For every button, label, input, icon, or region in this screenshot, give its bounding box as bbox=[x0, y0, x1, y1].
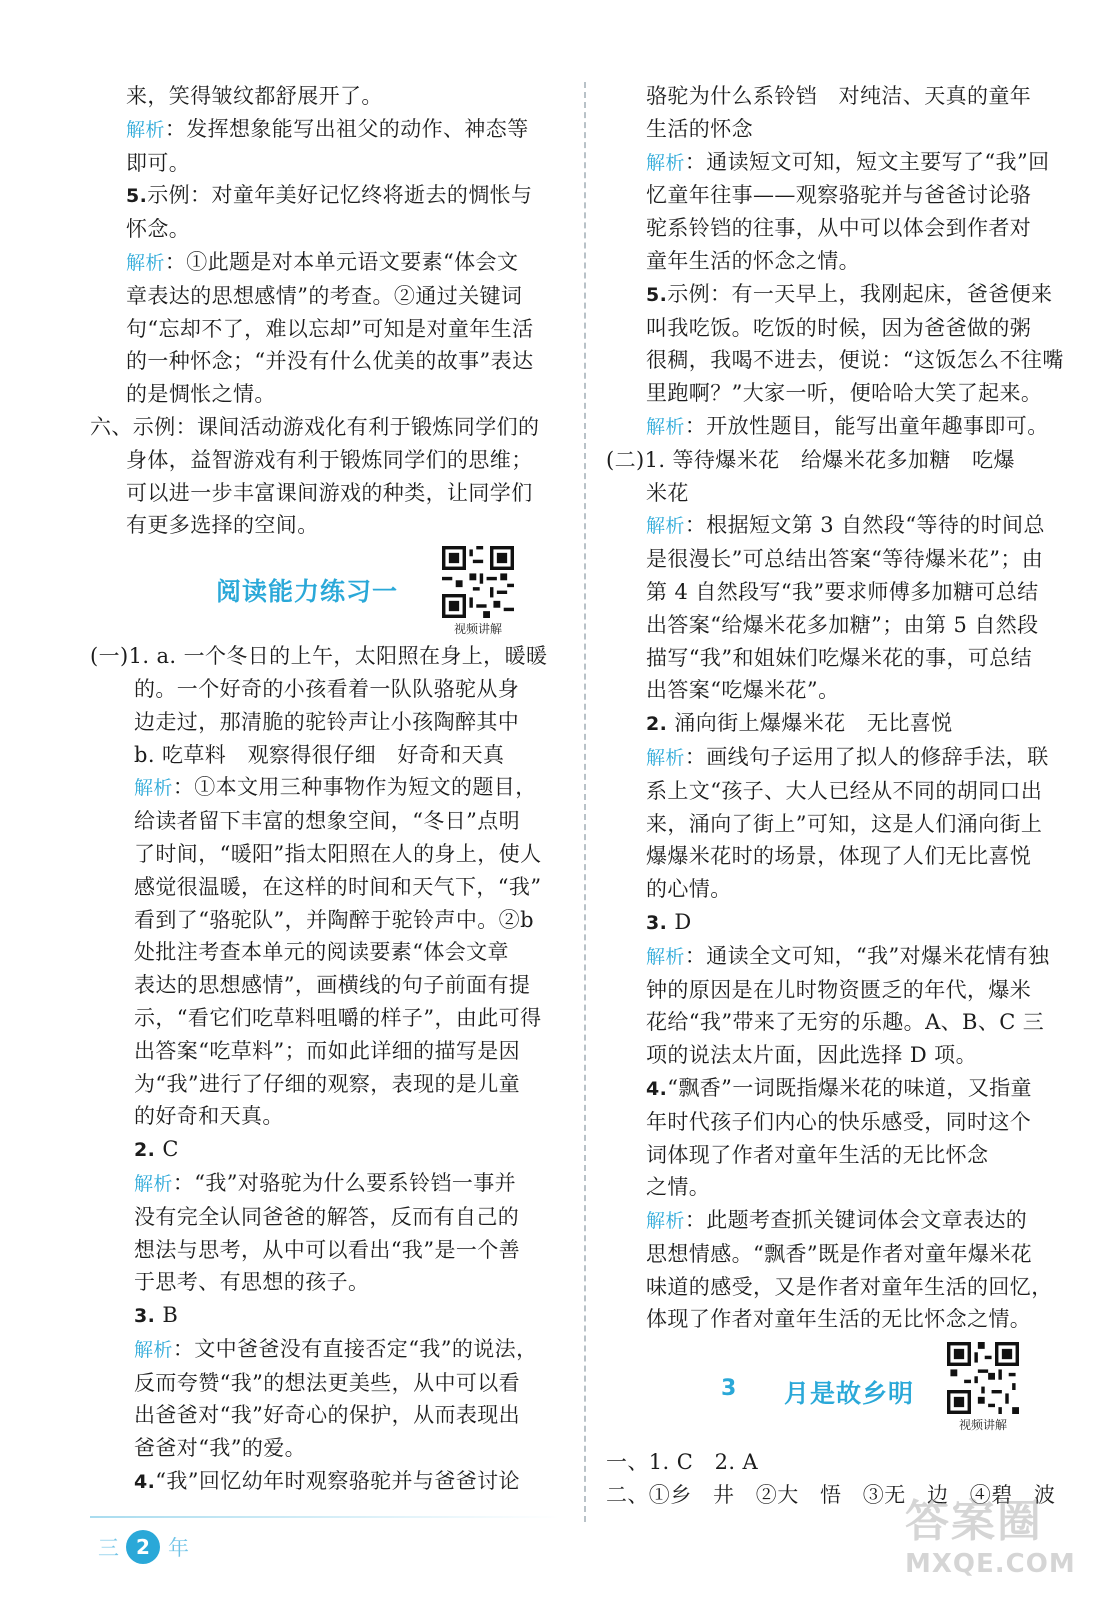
line-text: 示例：有一天早上，我刚起床，爸爸便来 bbox=[667, 281, 1053, 306]
text-line bbox=[606, 509, 1059, 543]
line-text: 忆童年往事——观察骆驼并与爸爸讨论骆 bbox=[646, 183, 1032, 208]
qr-caption: 视频讲解 bbox=[453, 622, 502, 637]
line-text: 项的说法太片面，因此选择 D 项。 bbox=[646, 1043, 977, 1068]
line-text: 生活的怀念 bbox=[646, 116, 753, 141]
text-line bbox=[606, 1238, 1059, 1271]
line-text: “飘香”一词既指爆米花的味道，又指童 bbox=[667, 1075, 1032, 1100]
analysis-tag: 解析 bbox=[646, 746, 685, 769]
analysis-tag: 解析 bbox=[646, 415, 685, 438]
text-line bbox=[90, 1333, 562, 1367]
line-text: 二、①乡 井 ②大 悟 ③无 边 ④碧 波 bbox=[606, 1483, 1056, 1508]
line-text: 怀念。 bbox=[126, 217, 191, 242]
text-line bbox=[90, 411, 562, 444]
line-text: 叫我吃饭。吃饭的时候，因为爸爸做的粥 bbox=[646, 315, 1032, 340]
line-text: 花给“我”带来了无穷的乐趣。A、B、C 三 bbox=[646, 1010, 1045, 1035]
question-number: 2. bbox=[646, 713, 668, 736]
text-line bbox=[606, 906, 1059, 940]
qr-code-block[interactable] bbox=[944, 1342, 1022, 1433]
line-text: 出答案“吃爆米花”。 bbox=[646, 678, 840, 703]
text-line bbox=[90, 838, 562, 871]
line-text: 体现了作者对童年生活的无比怀念之情。 bbox=[646, 1307, 1032, 1332]
line-text: 的心情。 bbox=[646, 877, 732, 902]
analysis-tag: 解析 bbox=[134, 1338, 173, 1361]
line-text: ：通读全文可知，“我”对爆米花情有独 bbox=[684, 943, 1050, 968]
question-number: 4. bbox=[646, 1077, 668, 1100]
text-line bbox=[606, 278, 1059, 312]
line-text: 童年生活的怀念之情。 bbox=[646, 248, 860, 273]
text-line bbox=[606, 477, 1059, 510]
text-line bbox=[90, 1201, 562, 1234]
footer-right-mark: 年 bbox=[168, 1536, 189, 1560]
text-line bbox=[606, 808, 1059, 841]
qr-code-block[interactable] bbox=[439, 546, 517, 637]
line-text: 反而夸赞“我”的想法更美些，从中可以看 bbox=[134, 1370, 521, 1395]
analysis-tag: 解析 bbox=[134, 1172, 173, 1195]
text-line bbox=[90, 936, 562, 969]
line-text: 出答案“吃草料”；而如此详细的描写是因 bbox=[134, 1038, 521, 1063]
analysis-tag: 解析 bbox=[646, 945, 685, 968]
text-line bbox=[606, 576, 1059, 609]
text-line bbox=[606, 179, 1059, 212]
line-text: 为“我”进行了仔细的观察，表现的是儿童 bbox=[134, 1071, 521, 1096]
text-line bbox=[606, 1446, 1059, 1479]
text-line bbox=[606, 377, 1059, 410]
watermark-url: MXQE.COM bbox=[905, 1549, 1076, 1579]
question-number: 3. bbox=[646, 911, 668, 934]
line-text: B bbox=[155, 1303, 179, 1328]
line-text: ：此题考查抓关键词体会文章表达的 bbox=[684, 1208, 1028, 1233]
text-line bbox=[90, 378, 562, 411]
line-text: (二)1. 等待爆米花 给爆米花多加糖 吃爆 bbox=[606, 447, 1015, 472]
line-text: ：①此题是对本单元语文要素“体会文 bbox=[164, 249, 519, 274]
text-line bbox=[606, 80, 1059, 113]
text-line bbox=[90, 80, 562, 113]
text-line bbox=[90, 345, 562, 378]
line-text: 感觉很温暖，在这样的时间和天气下，“我” bbox=[134, 874, 542, 899]
line-text: 章表达的思想感情”的考查。②通过关键词 bbox=[126, 283, 523, 308]
text-line bbox=[606, 1303, 1059, 1336]
text-line bbox=[606, 312, 1059, 345]
text-line bbox=[606, 1039, 1059, 1072]
right-answers-top bbox=[606, 80, 1064, 1336]
text-line bbox=[606, 974, 1059, 1007]
question-number: 4. bbox=[134, 1471, 156, 1494]
line-text: (一)1. a. 一个冬日的上午，太阳照在身上，暖暖 bbox=[90, 644, 548, 669]
text-line bbox=[90, 640, 562, 673]
line-text: 描写“我”和姐妹们吃爆米花的事，可总结 bbox=[646, 645, 1033, 670]
line-text: 有更多选择的空间。 bbox=[126, 513, 319, 538]
column-divider bbox=[584, 82, 586, 1522]
right-column bbox=[606, 80, 1064, 1512]
line-text: 示例：对童年美好记忆终将逝去的惆怅与 bbox=[147, 183, 533, 208]
line-text: 看到了“骆驼队”，并陶醉于驼铃声中。②b bbox=[134, 907, 534, 932]
line-text: 米花 bbox=[646, 480, 689, 505]
line-text: 味道的感受，又是作者对童年生活的回忆， bbox=[646, 1274, 1053, 1299]
line-text: ：“我”对骆驼为什么要系铃铛一事并 bbox=[172, 1170, 517, 1195]
text-line bbox=[606, 113, 1059, 146]
text-line bbox=[90, 871, 562, 904]
text-line bbox=[606, 212, 1059, 245]
line-text: 出爸爸对“我”好奇心的保护，从而表现出 bbox=[134, 1403, 521, 1428]
line-text: 年时代孩子们内心的快乐感受，同时这个 bbox=[646, 1109, 1032, 1134]
line-text: ：文中爸爸没有直接否定“我”的说法， bbox=[172, 1336, 538, 1361]
text-line bbox=[606, 940, 1059, 974]
line-text: C bbox=[155, 1137, 179, 1162]
text-line bbox=[606, 741, 1059, 775]
text-line bbox=[90, 113, 562, 147]
line-text: 身体，益智游戏有利于锻炼同学们的思维； bbox=[126, 447, 533, 472]
qr-code-icon[interactable] bbox=[947, 1342, 1019, 1414]
text-line bbox=[606, 642, 1059, 675]
line-text: 给读者留下丰富的想象空间，“冬日”点明 bbox=[134, 809, 521, 834]
text-line bbox=[606, 1171, 1059, 1204]
lesson-title: 月是故乡明 bbox=[784, 1379, 915, 1409]
text-line bbox=[606, 840, 1059, 873]
left-column bbox=[90, 80, 562, 1499]
text-line bbox=[606, 873, 1059, 906]
line-text: 表达的思想感情”，画横线的句子前面有提 bbox=[134, 973, 531, 998]
line-text: ：①本文用三种事物作为短文的题目， bbox=[172, 775, 537, 800]
section-title: 阅读能力练习一 bbox=[216, 577, 399, 607]
text-line bbox=[606, 344, 1064, 377]
text-line bbox=[606, 1106, 1059, 1139]
text-line bbox=[606, 444, 1059, 477]
analysis-tag: 解析 bbox=[646, 151, 685, 174]
text-line bbox=[606, 1139, 1059, 1172]
text-line bbox=[90, 246, 562, 280]
text-line bbox=[90, 1367, 562, 1400]
text-line bbox=[90, 1234, 562, 1267]
line-text: 来，涌向了街上”可知，这是人们涌向街上 bbox=[646, 811, 1043, 836]
left-answers-bottom bbox=[90, 640, 562, 1499]
line-text: 的一种怀念；“并没有什么优美的故事”表达 bbox=[126, 349, 534, 374]
analysis-tag: 解析 bbox=[126, 118, 165, 141]
text-line bbox=[90, 444, 562, 477]
footer-left-mark: 三 bbox=[98, 1536, 119, 1560]
text-line bbox=[606, 674, 1059, 707]
text-line bbox=[606, 1006, 1059, 1039]
text-line bbox=[90, 1399, 562, 1432]
text-line bbox=[90, 280, 562, 313]
line-text: 是很漫长”可总结出答案“等待爆米花”；由 bbox=[646, 547, 1044, 572]
text-line bbox=[90, 147, 562, 180]
text-line bbox=[90, 904, 562, 937]
text-line bbox=[90, 1100, 562, 1133]
question-number: 5. bbox=[646, 283, 668, 306]
text-line bbox=[90, 771, 562, 805]
lesson-number: 3 bbox=[721, 1376, 737, 1402]
footer-rule bbox=[90, 1516, 560, 1518]
text-line bbox=[606, 1271, 1059, 1304]
text-line bbox=[90, 179, 562, 213]
left-answers-top bbox=[90, 80, 562, 542]
analysis-tag: 解析 bbox=[646, 1210, 685, 1233]
text-line bbox=[90, 969, 562, 1002]
line-text: 句“忘却不了，难以忘却”可知是对童年生活 bbox=[126, 316, 534, 341]
text-line bbox=[606, 146, 1059, 180]
line-text: ：画线句子运用了拟人的修辞手法，联 bbox=[684, 744, 1049, 769]
text-line bbox=[606, 609, 1059, 642]
line-text: b. 吃草料 观察得很仔细 好奇和天真 bbox=[134, 742, 505, 767]
line-text: 了时间，“暖阳”指太阳照在人的身上，使人 bbox=[134, 841, 542, 866]
line-text: 很稠，我喝不进去，便说：“这饭怎么不往嘴 bbox=[646, 348, 1064, 373]
line-text: ：根据短文第 3 自然段“等待的时间总 bbox=[684, 513, 1045, 538]
text-line bbox=[90, 477, 562, 510]
line-text: 可以进一步丰富课间游戏的种类，让同学们 bbox=[126, 480, 533, 505]
line-text: 里跑啊？”大家一听，便哈哈大笑了起来。 bbox=[646, 381, 1043, 406]
question-number: 5. bbox=[126, 185, 148, 208]
text-line bbox=[606, 707, 1059, 741]
line-text: 想法与思考，从中可以看出“我”是一个善 bbox=[134, 1237, 521, 1262]
line-text: 没有完全认同爸爸的解答，反而有自己的 bbox=[134, 1204, 520, 1229]
line-text: D bbox=[667, 909, 692, 934]
line-text: 的。一个好奇的小孩看着一队队骆驼从身 bbox=[134, 676, 520, 701]
text-line bbox=[90, 1266, 562, 1299]
lesson-header bbox=[606, 1342, 1059, 1446]
line-text: 之情。 bbox=[646, 1175, 711, 1200]
text-line bbox=[606, 775, 1059, 808]
watermark bbox=[905, 1485, 1076, 1585]
line-text: “我”回忆幼年时观察骆驼并与爸爸讨论 bbox=[155, 1469, 520, 1494]
text-line bbox=[606, 245, 1059, 278]
line-text: 爆爆米花时的场景，体现了人们无比喜悦 bbox=[646, 844, 1032, 869]
analysis-tag: 解析 bbox=[646, 515, 685, 538]
line-text: 词体现了作者对童年生活的无比怀念 bbox=[646, 1142, 989, 1167]
text-line bbox=[90, 1465, 562, 1499]
text-line bbox=[90, 1432, 562, 1465]
text-line bbox=[606, 410, 1059, 444]
text-line bbox=[90, 509, 562, 542]
line-text: 爸爸对“我”的爱。 bbox=[134, 1436, 307, 1461]
text-line bbox=[90, 1133, 562, 1167]
analysis-tag: 解析 bbox=[134, 777, 173, 800]
text-line bbox=[90, 673, 562, 706]
line-text: 驼系铃铛的往事，从中可以体会到作者对 bbox=[646, 216, 1032, 241]
line-text: 系上文“孩子、大人已经从不同的胡同口出 bbox=[646, 778, 1043, 803]
line-text: 的好奇和天真。 bbox=[134, 1104, 284, 1129]
line-text: 于思考、有思想的孩子。 bbox=[134, 1270, 370, 1295]
line-text: 涌向街上爆爆米花 无比喜悦 bbox=[667, 711, 953, 736]
text-line bbox=[90, 1167, 562, 1201]
text-line bbox=[606, 1072, 1059, 1106]
line-text: 六、示例：课间活动游戏化有利于锻炼同学们的 bbox=[90, 414, 540, 439]
text-line bbox=[90, 1068, 562, 1101]
line-text: 思想情感。“飘香”既是作者对童年爆米花 bbox=[646, 1241, 1033, 1266]
reading-practice-header bbox=[90, 546, 562, 640]
line-text: 一、1. C 2. A bbox=[606, 1450, 759, 1475]
analysis-tag: 解析 bbox=[126, 251, 165, 274]
line-text: ：发挥想象能写出祖父的动作、神态等 bbox=[164, 116, 529, 141]
text-line bbox=[606, 1204, 1059, 1238]
question-number: 3. bbox=[134, 1305, 156, 1328]
text-line bbox=[90, 739, 562, 772]
line-text: 的是惆怅之情。 bbox=[126, 382, 276, 407]
text-line bbox=[90, 1299, 562, 1333]
line-text: 骆驼为什么系铃铛 对纯洁、天真的童年 bbox=[646, 84, 1032, 108]
qr-code-icon[interactable] bbox=[442, 546, 514, 618]
question-number: 2. bbox=[134, 1139, 156, 1162]
page-number: 2 bbox=[126, 1530, 160, 1564]
text-line bbox=[90, 313, 562, 346]
line-text: 来，笑得皱纹都舒展开了。 bbox=[126, 84, 383, 108]
text-line bbox=[606, 543, 1059, 576]
line-text: ：通读短文可知，短文主要写了“我”回 bbox=[684, 149, 1050, 174]
text-line bbox=[90, 805, 562, 838]
line-text: 示，“看它们吃草料咀嚼的样子”，由此可得 bbox=[134, 1005, 542, 1030]
line-text: 边走过，那清脆的驼铃声让小孩陶醉其中 bbox=[134, 709, 520, 734]
watermark-logo: 答案圈 bbox=[905, 1496, 1043, 1547]
line-text: 钟的原因是在儿时物资匮乏的年代，爆米 bbox=[646, 977, 1032, 1002]
text-line bbox=[90, 1002, 562, 1035]
line-text: 出答案“给爆米花多加糖”；由第 5 自然段 bbox=[646, 612, 1039, 637]
line-text: 第 4 自然段写“我”要求师傅多加糖可总结 bbox=[646, 579, 1039, 604]
text-line bbox=[90, 706, 562, 739]
line-text: ：开放性题目，能写出童年趣事即可。 bbox=[684, 413, 1049, 438]
line-text: 即可。 bbox=[126, 150, 191, 175]
text-line bbox=[90, 213, 562, 246]
line-text: 处批注考查本单元的阅读要素“体会文章 bbox=[134, 940, 509, 965]
qr-caption: 视频讲解 bbox=[958, 1418, 1007, 1433]
text-line bbox=[90, 1035, 562, 1068]
